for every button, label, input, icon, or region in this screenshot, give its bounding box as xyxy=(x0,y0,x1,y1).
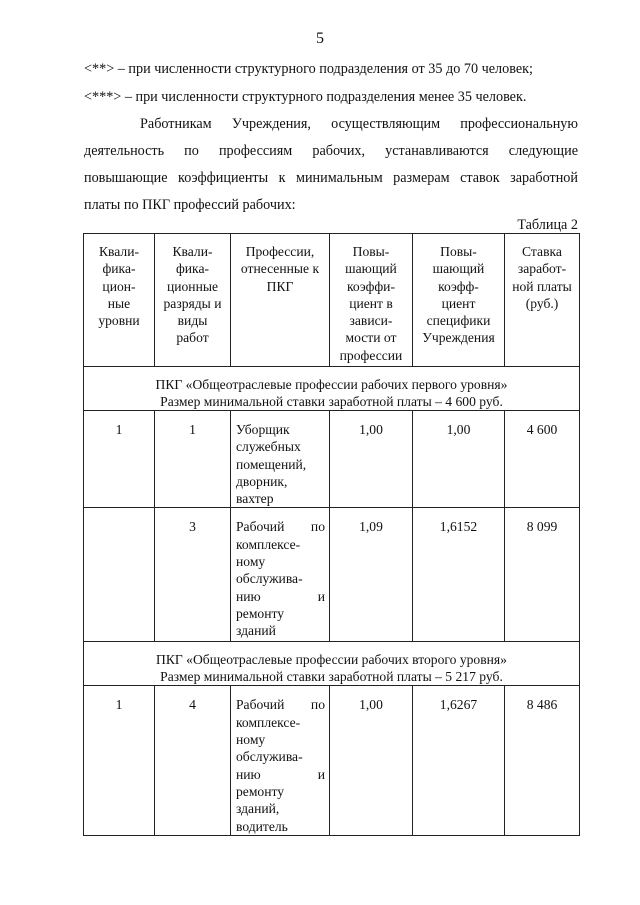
table-row xyxy=(84,686,580,836)
header-qualification-level: Квали- фика- цион- ные уровни xyxy=(84,234,155,367)
cell-rate: 8 486 xyxy=(505,686,580,836)
paragraph-line: Работникам Учреждения, осуществляющим профессиональную xyxy=(140,116,578,132)
cell-grade: 3 xyxy=(155,508,231,642)
cell-rate: 8 099 xyxy=(505,508,580,642)
cell-grade: 4 xyxy=(155,686,231,836)
cell-coef-specific: 1,6267 xyxy=(413,686,505,836)
cell-profession: Уборщик служебных помещений, дворник, вахтер xyxy=(231,411,330,508)
cell-coef-profession: 1,00 xyxy=(330,411,413,508)
cell-coef-specific: 1,00 xyxy=(413,411,505,508)
group-header-row xyxy=(84,367,580,411)
cell-profession: Рабочий по комплексе- ному обслужива- нию и ремонту зданий, водитель xyxy=(231,686,330,836)
header-coef-profession: Повы- шающий коэффи- циент в зависи- мости от профессии xyxy=(330,234,413,367)
cell-level: 1 xyxy=(84,686,155,836)
page-number: 5 xyxy=(316,30,324,47)
cell-coef-profession: 1,09 xyxy=(330,508,413,642)
footnote-line: <**> – при численности структурного подразделения от 35 до 70 человек; xyxy=(84,61,533,77)
cell-rate: 4 600 xyxy=(505,411,580,508)
table-row xyxy=(84,411,580,508)
paragraph-line: деятельность по профессиям рабочих, устанавливаются следующие xyxy=(84,143,578,159)
table-row xyxy=(84,508,580,642)
header-profession: Профессии, отнесенные к ПКГ xyxy=(231,234,330,367)
footnote-line: <***> – при численности структурного подразделения менее 35 человек. xyxy=(84,89,527,105)
cell-profession: Рабочий по комплексе- ному обслужива- нию и ремонту зданий xyxy=(231,508,330,642)
header-coef-specific: Повы- шающий коэфф- циент специфики Учреждения xyxy=(413,234,505,367)
header-rate: Ставка заработ- ной платы (руб.) xyxy=(505,234,580,367)
group-header-row xyxy=(84,642,580,686)
table-header-row xyxy=(84,234,580,367)
cell-coef-profession: 1,00 xyxy=(330,686,413,836)
paragraph-line: платы по ПКГ профессий рабочих: xyxy=(84,197,296,213)
cell-level xyxy=(84,508,155,642)
header-grade: Квали- фика- ционные разряды и виды работ xyxy=(155,234,231,367)
group-title: ПКГ «Общеотраслевые профессии рабочих первого уровня» Размер минимальной ставки заработной платы – 4 600 руб. xyxy=(84,367,580,411)
table-caption: Таблица 2 xyxy=(517,217,578,233)
group-title: ПКГ «Общеотраслевые профессии рабочих второго уровня» Размер минимальной ставки заработной платы – 5 217 руб. xyxy=(84,642,580,686)
cell-grade: 1 xyxy=(155,411,231,508)
cell-coef-specific: 1,6152 xyxy=(413,508,505,642)
salary-table xyxy=(83,233,580,836)
cell-level: 1 xyxy=(84,411,155,508)
paragraph-line: повышающие коэффициенты к минимальным размерам ставок заработной xyxy=(84,170,578,186)
